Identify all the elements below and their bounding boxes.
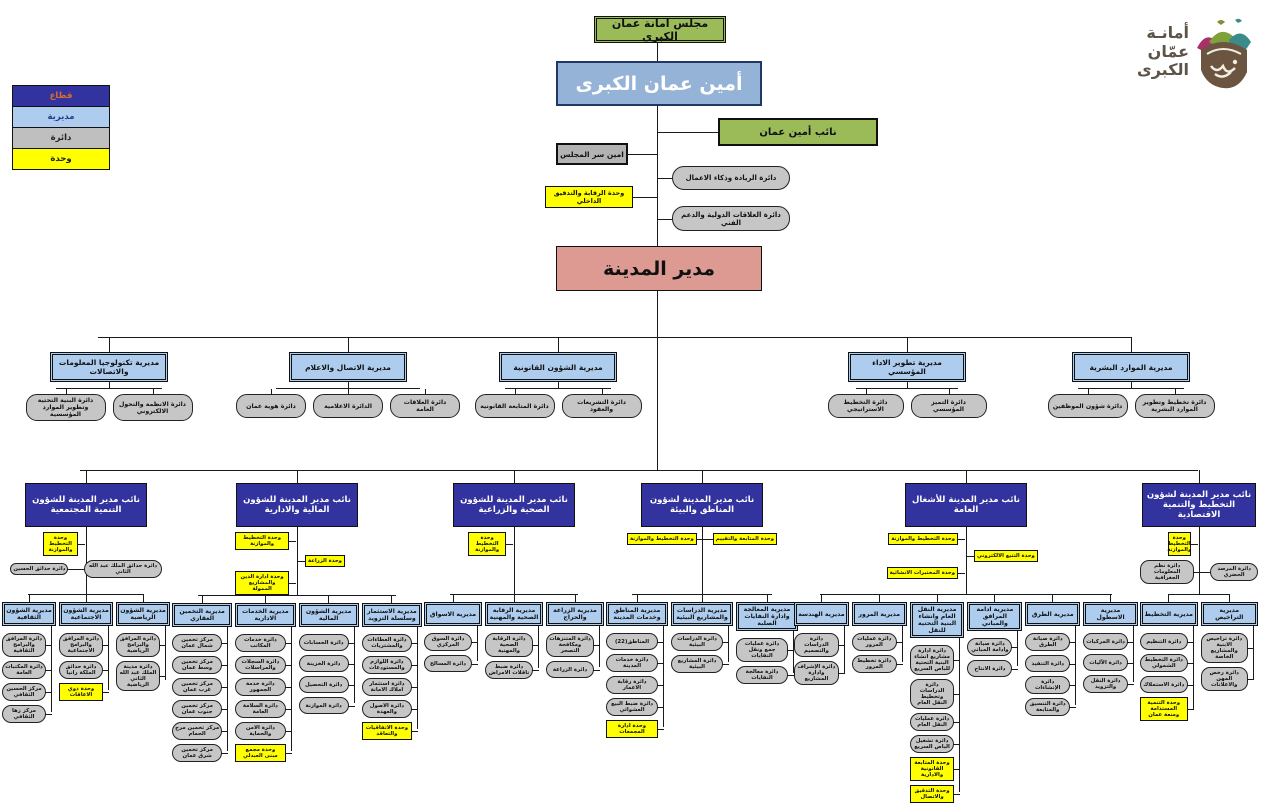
- department-box: دائرة معالجة النفايات: [736, 666, 788, 684]
- department-box: دائرة المرافق والبرامج الثقافية: [2, 633, 46, 657]
- department-box: دائرة المرصد الحضري: [1210, 563, 1258, 581]
- connector-line: [879, 595, 880, 602]
- connector-line: [1110, 595, 1111, 602]
- unit-box: وحدة المتابعة والتقييم: [713, 533, 777, 545]
- department-box: دائرة المشاريع البيئية: [671, 655, 723, 673]
- legend: [12, 86, 110, 170]
- department-box: دائرة العطاءات والمشتريات: [362, 634, 412, 652]
- center-box: مركز تخمين غرب عمان: [172, 678, 222, 696]
- department-box: دائرة المرافق والبرامج الاجتماعية: [59, 633, 103, 657]
- department-box: دائرة الإشراف وادارة المشاريع: [794, 661, 839, 685]
- deputies-section: [0, 470, 1261, 811]
- department-box: دائرة الخزينة: [299, 655, 349, 672]
- connector-line: [558, 337, 559, 352]
- directorate-box: مديرية الاسواق: [424, 602, 482, 626]
- department-box: دائرة الامن والحماية: [235, 722, 285, 740]
- department-box: دائرة الحسابات: [299, 634, 349, 651]
- department-box: دائرة الاصول والعهدة: [362, 700, 412, 718]
- connector-line: [575, 595, 576, 602]
- directorate-box: مديرية الخدمات الادارية: [235, 603, 295, 627]
- connector-line: [1168, 595, 1169, 602]
- connector-line: [1052, 595, 1053, 602]
- directorate-box: مديرية تطوير الاداء المؤسسي: [848, 352, 966, 382]
- deputy-box: نائب مدير المدينة للأشغال العامة: [905, 483, 1027, 527]
- unit-box: وحدة التخطيط والموازنة: [888, 533, 958, 545]
- connector-line: [143, 595, 144, 602]
- connector-line: [657, 291, 658, 471]
- directorate-box: مديرية التخطيط: [1140, 602, 1198, 626]
- deputy-group: [2, 470, 170, 723]
- department-box: دائرة رقابة الاعمار: [606, 676, 658, 694]
- deputy-group: [794, 470, 1138, 803]
- units-area: [2, 527, 170, 594]
- deputy-group: [1140, 470, 1258, 721]
- department-box: دائرة الدراسات والتصميم: [794, 633, 839, 657]
- connector-line: [391, 596, 392, 603]
- department-box: دائرة التخطيط الاستراتيجي: [828, 394, 904, 418]
- department-box: دائرة مدينة الملك عبد الله الثاني الرياضية: [116, 661, 160, 691]
- directorate-box: مديرية المناطق وخدمات المدينة: [606, 602, 668, 626]
- connector-line: [702, 595, 703, 602]
- connector-line: [658, 178, 672, 179]
- units-area: [1140, 527, 1258, 594]
- department-box: دائرة استثمار املاك الامانة: [362, 678, 412, 696]
- directorate-box: مديرية النقل العام وانشاء البنية التحتية للنقل: [910, 602, 965, 638]
- unit-box: وحدة ذوي الاعاقات: [59, 683, 103, 701]
- directorate-group: [1005, 352, 1257, 418]
- department-box: دائرة رخص المهن والاعلانات: [1201, 667, 1249, 691]
- department-box: دائرة المتنزهات ومكافحة التصحر: [546, 633, 594, 657]
- directorate-box: مديرية التراخيص: [1201, 602, 1259, 626]
- directorate-box: مديرية ادامة المرافق والمباني: [967, 602, 1022, 631]
- center-box: مركز تخمين شرق عمان: [172, 744, 222, 762]
- deputy-box: نائب مدير المدينة لشؤون المناطق والبيئة: [641, 483, 763, 527]
- department-box: دائرة المركبات: [1083, 633, 1128, 650]
- unit-box: وحدة المتابعة القانونية والادارية: [910, 757, 955, 781]
- council-box: مجلس امانة عمان الكبرى: [594, 16, 726, 43]
- deputy-group: [606, 470, 798, 738]
- logo-emblem: [1195, 14, 1253, 90]
- directorate-box: مديرية الاتصال والاعلام: [289, 352, 407, 382]
- unit-box: وحدة التنمية المستدامة ومنعة عمان: [1140, 697, 1188, 721]
- department-box: دائرة المكتبات العامة: [2, 661, 46, 679]
- department-box: دائرة خدمات المدينة: [606, 654, 658, 672]
- connector-line: [514, 595, 515, 602]
- department-box: دائرة حدائق الملك عبد الله الثاني: [84, 560, 161, 578]
- center-box: مركز تخمين وسط عمان: [172, 656, 222, 674]
- department-box: دائرة شؤون الموظفين: [1048, 394, 1128, 418]
- department-box: دائرة ادارة مشاريع انشاء البنية التحتية للباص السريع: [910, 645, 955, 675]
- department-box: دائرة العلاقات العامة: [390, 394, 460, 418]
- department-box: دائرة هوية عمان: [236, 394, 306, 418]
- connector-line: [98, 337, 1131, 338]
- department-box: دائرة الاستملاك: [1140, 676, 1188, 693]
- center-box: مركز زها الثقافي: [2, 705, 46, 723]
- department-box: دائرة النقل والتزويد: [1083, 675, 1128, 693]
- department-box: دائرة تخطيط وتطوير الموارد البشرية: [1135, 394, 1215, 418]
- unit-box: وحدة مجمع مبنى العبدلي: [235, 744, 285, 762]
- department-box: دائرة عمليات النقل العام: [910, 713, 955, 731]
- connector-line: [657, 106, 658, 246]
- department-box: دائرة الزراعة: [546, 661, 594, 678]
- directorate-box: مديرية الرقابة الصحية والمهنية: [485, 602, 543, 626]
- connector-line: [86, 595, 87, 602]
- department-box: دائرة عمليات جمع ونقل النفايات: [736, 638, 788, 662]
- department-box: دائرة المرافق والبرامج الرياضية: [116, 633, 160, 657]
- connector-line: [767, 595, 768, 602]
- department-box: دائرة السوق المركزي: [424, 633, 472, 651]
- department-box: دائرة التحصيل: [299, 676, 349, 693]
- department-box: دائرة نظم المعلومات الجغرافية: [1140, 560, 1194, 584]
- connector-line: [657, 43, 658, 61]
- connector-line: [328, 596, 329, 603]
- department-box: دائرة الانتاج: [967, 660, 1012, 677]
- connector-line: [297, 470, 298, 483]
- department-box: دائرة حدائق الحسين: [10, 563, 68, 575]
- department-box: دائرة التنظيم: [1140, 633, 1188, 650]
- unit-box: وحدة التخطيط والموازنة: [468, 532, 506, 556]
- department-box: دائرة التنسيق والمتابعة: [1025, 698, 1070, 716]
- department-box: دائرة الدراسات البيئية: [671, 633, 723, 651]
- department-box: دائرة الموازنة: [299, 697, 349, 714]
- connector-line: [202, 596, 203, 603]
- department-box: دائرة صيانة الطرق: [1025, 633, 1070, 651]
- deputy-group: [172, 470, 422, 762]
- connector-line: [994, 595, 995, 602]
- department-box: دائرة التخطيط الشمولي: [1140, 654, 1188, 672]
- directorate-box: مديرية الموارد البشرية: [1072, 352, 1190, 382]
- department-box: دائرة الدراسات وتخطيط النقل العام: [910, 679, 955, 709]
- directorate-box: مديرية الشؤون المالية: [299, 603, 359, 627]
- directorate-group: [822, 352, 992, 418]
- department-box: دائرة تشغيل الباص السريع: [910, 735, 955, 753]
- directorate-box: مديرية الاسطول: [1083, 602, 1138, 626]
- unit-box: وحدة التخطيط والموازنة: [1168, 532, 1191, 556]
- department-box: دائرة خدمة الجمهور: [235, 678, 285, 696]
- connector-line: [1229, 595, 1230, 602]
- department-box: دائرة خدمات المكاتب: [235, 634, 285, 652]
- department-box: دائرة التشريعات والعقود: [562, 394, 642, 418]
- connector-line: [1199, 470, 1200, 483]
- department-box: الدائرة الاعلامية: [313, 394, 383, 418]
- connector-line: [348, 337, 349, 352]
- department-box: دائرة عمليات المرور: [852, 633, 897, 651]
- connector-line: [29, 595, 30, 602]
- connector-line: [907, 337, 908, 352]
- units-area: [794, 527, 1138, 594]
- directorate-box: مديرية الزراعة والحراج: [546, 602, 604, 626]
- directorate-box: مديرية الهندسة: [794, 602, 849, 626]
- connector-line: [109, 337, 110, 352]
- city-manager-box: مدير المدينة: [556, 246, 762, 291]
- deputy-box: نائب مدير المدينة للشؤون الصحية والزراعية: [453, 483, 575, 527]
- department-box: دائرة الآليات: [1083, 654, 1128, 671]
- pioneer-dept-box: دائرة الريادة وذكاء الاعمال: [672, 166, 790, 190]
- mayor-box: أمين عمان الكبرى: [556, 61, 762, 106]
- legend-sector: قطاع: [12, 85, 110, 107]
- directorate-box: مديرية الاستثمار وسلسلة التزويد: [362, 603, 422, 627]
- deputy-box: نائب مدير المدينة للشؤون المالية والادارية: [236, 483, 358, 527]
- connector-line: [453, 595, 454, 602]
- unit-box: وحدة الاتفاقيات والتعاقد: [362, 722, 412, 740]
- connector-line: [821, 595, 822, 602]
- connector-line: [658, 219, 672, 220]
- department-box: دائرة التنفيذ: [1025, 655, 1070, 672]
- deputy-group: [424, 470, 604, 679]
- logo-text: أمانـة عمّان الكبرى: [1137, 23, 1189, 80]
- directorate-group: [468, 352, 648, 418]
- intl-dept-box: دائرة العلاقات الدولية والدعم الفني: [672, 206, 790, 231]
- directorate-box: مديرية تكنولوجيا المعلومات والاتصالات: [50, 352, 168, 382]
- department-box: دائرة اللوازم والمستودعات: [362, 656, 412, 674]
- connector-line: [966, 470, 967, 483]
- directorate-box: مديرية المعالجة وادارة النفايات الصلبة: [736, 602, 798, 631]
- directorate-box: مديرية الشؤون الرياضية: [116, 602, 170, 626]
- department-box: دائرة التميز المؤسسي: [911, 394, 987, 418]
- directorate-box: مديرية الشؤون الاجتماعية: [59, 602, 113, 626]
- center-box: مركز تخمين جنوب عمان: [172, 700, 222, 718]
- unit-box: وحدة التدقيق والاتصال: [910, 785, 955, 803]
- connector-line: [86, 470, 87, 483]
- deputy-box: نائب مدير المدينة لشؤون التخطيط والتنمية الاقتصادية: [1142, 483, 1256, 527]
- department-box: دائرة تراخيص الابنية والمشاريع الخاصة: [1201, 633, 1249, 663]
- directorate-group: [14, 352, 204, 421]
- council-secretary-box: امين سر المجلس: [556, 143, 628, 165]
- department-box: دائرة الرقابة الصحية والمهنية: [485, 633, 533, 657]
- connector-line: [937, 595, 938, 602]
- directorate-box: مديرية التخمين العقاري: [172, 603, 232, 627]
- department-box: دائرة الانظمة والتحول الالكتروني: [113, 394, 193, 421]
- units-area: [606, 527, 798, 594]
- units-area: [424, 527, 604, 594]
- connector-line: [514, 470, 515, 483]
- department-box: دائرة المسالخ: [424, 655, 472, 672]
- unit-box: وحدة ادارة الدين والمشاريع الممولة: [235, 571, 289, 595]
- units-area: [172, 527, 422, 595]
- department-box: دائرة ضبط البيع العشوائي: [606, 698, 658, 716]
- center-box: مركز تخمين مرج الحمام: [172, 722, 222, 740]
- center-box: مركز الحسين الثقافي: [2, 683, 46, 701]
- unit-box: وحدة التتبع الالكتروني: [974, 550, 1038, 562]
- directorate-box: مديرية الدراسات والمشاريع البيئية: [671, 602, 733, 626]
- deputy-box: نائب مدير المدينة للشؤون التنمية المجتمعية: [25, 483, 147, 527]
- legend-directorate: مديرية: [12, 106, 110, 128]
- legend-unit: وحدة: [12, 148, 110, 170]
- directorate-group: [228, 352, 468, 418]
- department-box: دائرة صيانة وادامة المباني: [967, 638, 1012, 656]
- department-box: دائرة تخطيط المرور: [852, 655, 897, 673]
- connector-line: [637, 595, 638, 602]
- unit-box: وحدة التخطيط والموازنة: [627, 533, 697, 545]
- connector-line: [628, 154, 658, 155]
- unit-box: وحدة التخطيط والموازنة: [235, 532, 289, 550]
- department-box: دائرة الإنشاءات: [1025, 676, 1070, 694]
- connector-line: [658, 132, 718, 133]
- center-box: مركز تخمين شمال عمان: [172, 634, 222, 652]
- connector-line: [702, 470, 703, 483]
- unit-box: وحدة المختبرات الانشائية: [887, 567, 958, 579]
- legend-department: دائرة: [12, 127, 110, 149]
- gam-logo: [1137, 14, 1253, 90]
- unit-box: وحدة ادارة المجمعات: [606, 720, 658, 738]
- connector-line: [1131, 337, 1132, 352]
- department-box: دائرة السجلات والمراسلات: [235, 656, 285, 674]
- connector-line: [265, 596, 266, 603]
- connector-line: [633, 197, 658, 198]
- vice-mayor-box: نائب أمين عمان: [718, 118, 878, 146]
- department-box: دائرة السلامة العامة: [235, 700, 285, 718]
- directorate-box: مديرية المرور: [852, 602, 907, 626]
- directorate-box: مديرية الشؤون الثقافية: [2, 602, 56, 626]
- department-box: دائرة المتابعة القانونية: [475, 394, 555, 418]
- unit-box: وحدة التخطيط والموازنة: [43, 532, 78, 556]
- department-box: دائرة البنية التحتية وتطوير الموارد المؤسسية: [26, 394, 106, 421]
- department-box: دائرة حدائق الملكة رانيا: [59, 661, 103, 679]
- department-box: المناطق(22): [606, 633, 658, 650]
- directorate-box: مديرية الشؤون القانونية: [499, 352, 617, 382]
- department-box: دائرة ضبط ناقلات الامراض: [485, 661, 533, 679]
- internal-audit-unit-box: وحدة الرقابة والتدقيق الداخلي: [545, 186, 633, 208]
- unit-box: وحدة الزراعة: [305, 555, 345, 567]
- directorate-box: مديرية الطرق: [1025, 602, 1080, 626]
